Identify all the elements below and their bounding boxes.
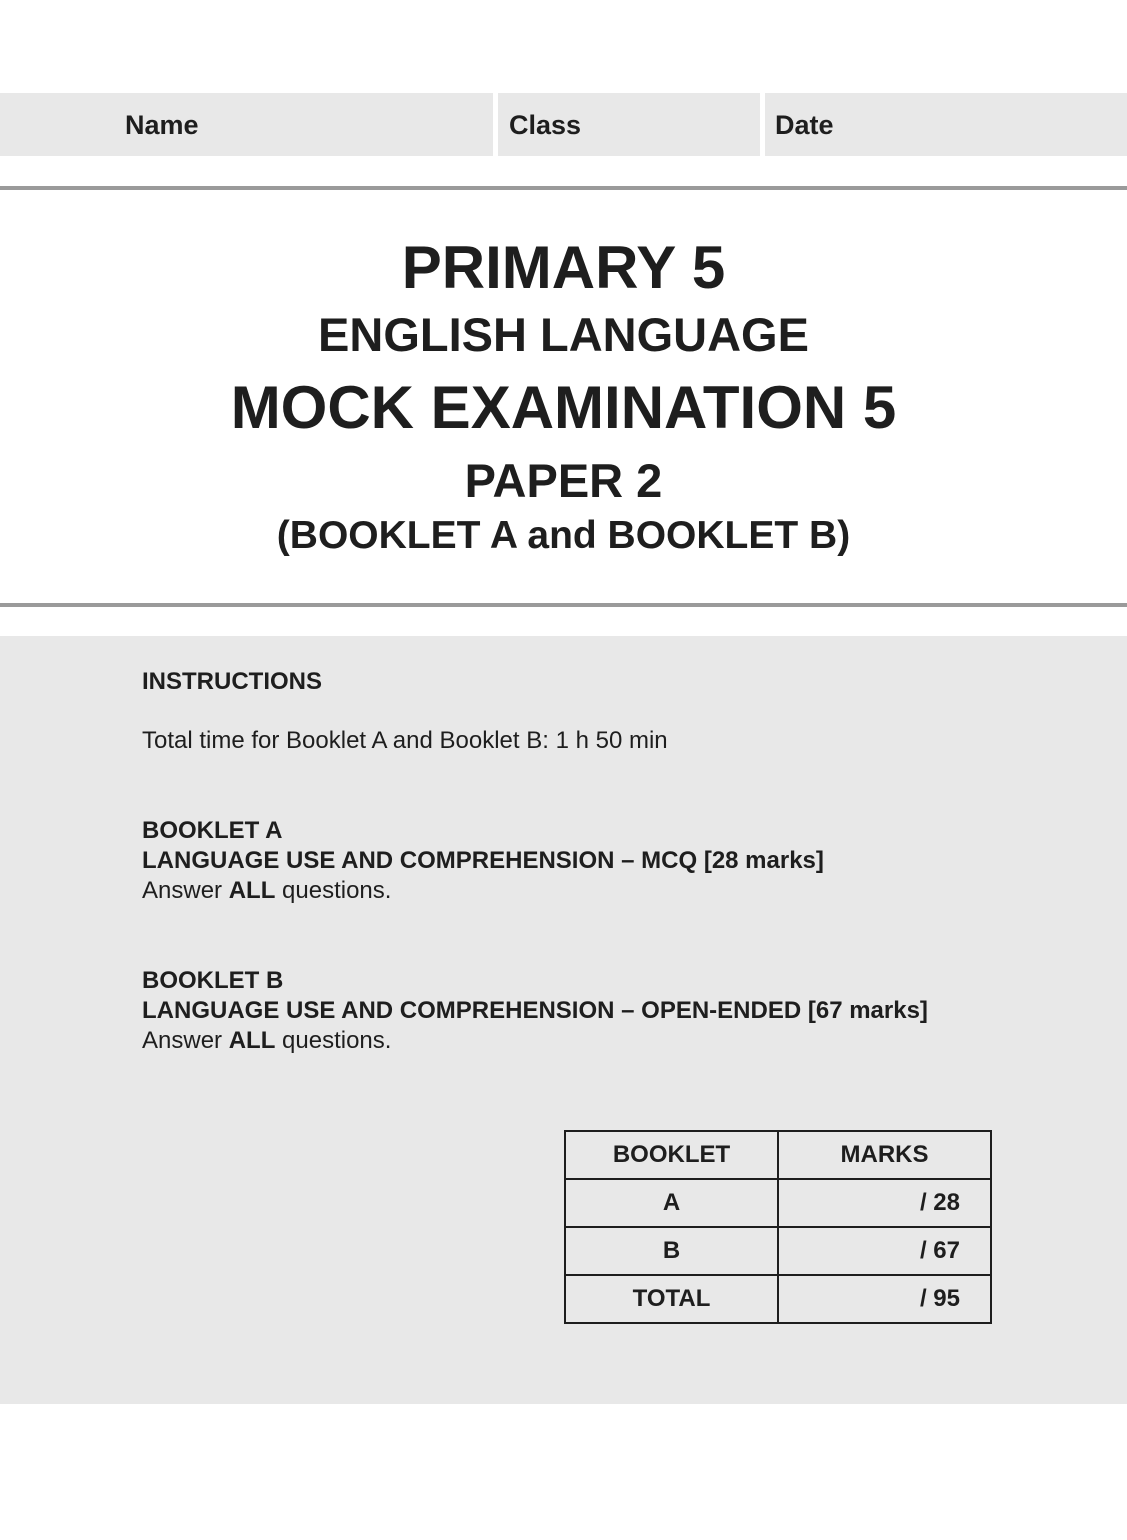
bottom-divider: [0, 603, 1127, 607]
subject-title: ENGLISH LANGUAGE: [318, 308, 809, 361]
name-field[interactable]: [0, 93, 493, 156]
class-label: Class: [509, 110, 582, 140]
marks-table-header-row: [565, 1131, 991, 1179]
marks-table: [564, 1130, 992, 1324]
booklet-a-section: LANGUAGE USE AND COMPREHENSION – MCQ [28 marks]: [142, 847, 824, 874]
top-divider: [0, 186, 1127, 190]
table-row: [565, 1179, 991, 1227]
student-details-bar: [0, 93, 1127, 156]
instructions-heading: INSTRUCTIONS: [142, 668, 322, 695]
date-label: Date: [775, 110, 834, 140]
class-field[interactable]: [498, 93, 760, 156]
booklet-cell: B: [565, 1227, 778, 1275]
paper-title: PAPER 2: [464, 454, 663, 507]
level-title: PRIMARY 5: [401, 234, 726, 301]
booklet-b-answer-line: [142, 1026, 928, 1056]
booklet-b-instructions: [142, 966, 928, 1056]
booklet-column-header: BOOKLET: [565, 1131, 778, 1179]
name-label: Name: [125, 110, 199, 140]
booklet-b-name: BOOKLET B: [142, 967, 284, 994]
marks-cell[interactable]: / 28: [778, 1179, 991, 1227]
marks-cell[interactable]: / 95: [778, 1275, 991, 1323]
booklet-a-answer-prefix: Answer: [142, 877, 229, 904]
marks-column-header: MARKS: [778, 1131, 991, 1179]
exam-title-block: [0, 230, 1127, 560]
booklet-b-answer-suffix: questions.: [275, 1027, 392, 1054]
booklet-cell: TOTAL: [565, 1275, 778, 1323]
total-time-text: Total time for Booklet A and Booklet B: 1 h 50 min: [142, 727, 668, 754]
booklet-a-answer-line: [142, 876, 824, 906]
booklet-b-answer-emphasis: ALL: [228, 1027, 276, 1054]
booklets-subtitle: (BOOKLET A and BOOKLET B): [276, 514, 851, 557]
booklet-a-answer-suffix: questions.: [275, 877, 392, 904]
booklet-b-section: LANGUAGE USE AND COMPREHENSION – OPEN-ENDED [67 marks]: [142, 997, 928, 1024]
booklet-a-instructions: [142, 816, 824, 906]
date-field[interactable]: [765, 93, 1127, 156]
instructions-panel: [0, 636, 1127, 1404]
table-row: [565, 1275, 991, 1323]
booklet-cell: A: [565, 1179, 778, 1227]
booklet-a-name: BOOKLET A: [142, 817, 283, 844]
booklet-a-answer-emphasis: ALL: [228, 877, 276, 904]
marks-cell[interactable]: / 67: [778, 1227, 991, 1275]
table-row: [565, 1227, 991, 1275]
exam-title: MOCK EXAMINATION 5: [230, 374, 897, 441]
booklet-b-answer-prefix: Answer: [142, 1027, 229, 1054]
